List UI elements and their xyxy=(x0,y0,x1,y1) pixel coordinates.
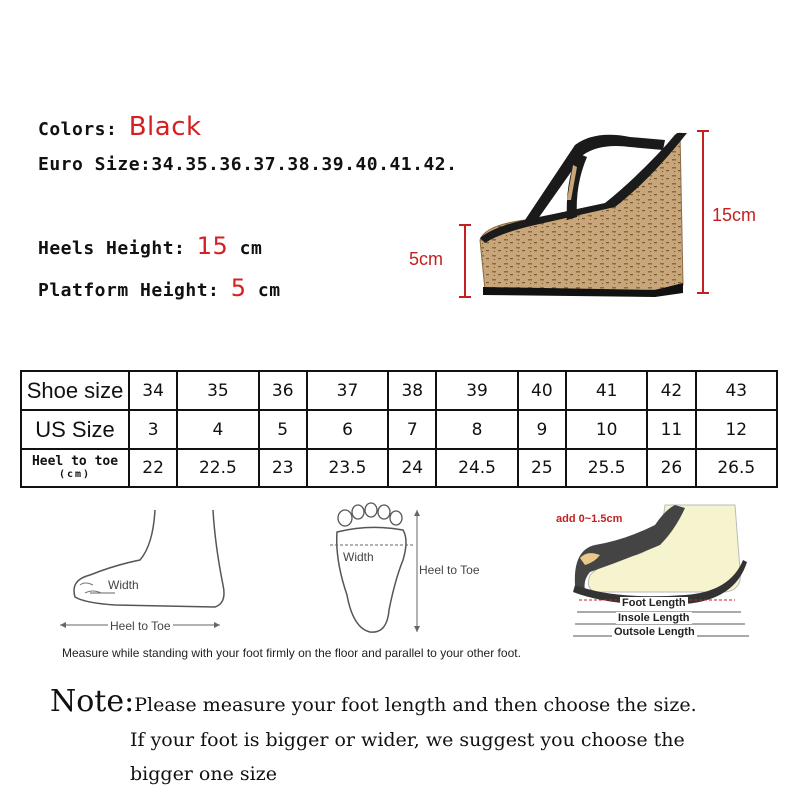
table-cell: 40 xyxy=(518,371,566,410)
colors-label: Colors: xyxy=(38,119,118,140)
table-cell: 10 xyxy=(566,410,647,449)
side-width-label: Width xyxy=(108,578,139,592)
table-row-us-size xyxy=(21,410,777,449)
platform-dimension-label: 5cm xyxy=(409,249,444,269)
heels-height-unit: cm xyxy=(239,238,263,259)
table-cell: 23 xyxy=(259,449,307,487)
table-cell: 34 xyxy=(129,371,177,410)
row-header-heel-to-toe-label: Heel to toe xyxy=(31,453,119,469)
note-prefix: Note: xyxy=(50,684,135,719)
table-cell: 37 xyxy=(307,371,388,410)
note-line-3: bigger one size xyxy=(130,763,277,785)
table-cell: 3 xyxy=(129,410,177,449)
euro-size-row xyxy=(38,154,457,175)
table-cell: 23.5 xyxy=(307,449,388,487)
note-line-1: Please measure your foot length and then choose the size. xyxy=(134,694,697,716)
heel-dimension-label: 15cm xyxy=(712,205,757,225)
heels-height-row xyxy=(38,232,262,260)
table-cell: 22 xyxy=(129,449,177,487)
foot-length-label: Foot Length xyxy=(622,597,686,609)
table-cell: 24 xyxy=(388,449,436,487)
table-row-shoe-size xyxy=(21,371,777,410)
heels-height-label: Heels Height: xyxy=(38,238,186,259)
table-cell: 12 xyxy=(696,410,777,449)
table-cell: 24.5 xyxy=(436,449,517,487)
dimension-markers xyxy=(455,125,725,305)
table-cell: 9 xyxy=(518,410,566,449)
note-block xyxy=(50,684,697,719)
table-cell: 5 xyxy=(259,410,307,449)
table-row-heel-to-toe xyxy=(21,449,777,487)
table-cell: 43 xyxy=(696,371,777,410)
platform-height-unit: cm xyxy=(257,280,281,301)
measure-instruction: Measure while standing with your foot firmly on the floor and parallel to your other foot. xyxy=(62,646,521,660)
row-header-heel-to-toe xyxy=(21,449,129,487)
table-cell: 25.5 xyxy=(566,449,647,487)
size-table xyxy=(20,370,778,488)
shoe-add-label: add 0~1.5cm xyxy=(556,513,623,525)
row-header-shoe-size: Shoe size xyxy=(21,371,129,410)
table-cell: 36 xyxy=(259,371,307,410)
sole-width-label: Width xyxy=(343,550,374,564)
table-cell: 42 xyxy=(647,371,695,410)
note-line-2: If your foot is bigger or wider, we suggest you choose the xyxy=(130,729,685,751)
table-cell: 39 xyxy=(436,371,517,410)
table-cell: 22.5 xyxy=(177,449,258,487)
euro-size-label: Euro Size: xyxy=(38,154,152,175)
row-header-us-size: US Size xyxy=(21,410,129,449)
colors-row xyxy=(38,112,202,142)
side-heel-to-toe-label: Heel to Toe xyxy=(110,619,171,633)
heels-height-value: 15 xyxy=(196,232,229,260)
table-cell: 41 xyxy=(566,371,647,410)
table-cell: 25 xyxy=(518,449,566,487)
row-header-heel-to-toe-unit: (cm) xyxy=(58,468,92,480)
table-cell: 8 xyxy=(436,410,517,449)
platform-height-label: Platform Height: xyxy=(38,280,220,301)
table-cell: 6 xyxy=(307,410,388,449)
table-cell: 11 xyxy=(647,410,695,449)
table-cell: 4 xyxy=(177,410,258,449)
euro-size-value: 34.35.36.37.38.39.40.41.42. xyxy=(151,154,458,175)
table-cell: 7 xyxy=(388,410,436,449)
outsole-length-label: Outsole Length xyxy=(614,626,695,638)
sole-heel-to-toe-label: Heel to Toe xyxy=(419,563,480,577)
table-cell: 35 xyxy=(177,371,258,410)
colors-value: Black xyxy=(128,112,202,142)
table-cell: 26.5 xyxy=(696,449,777,487)
platform-height-value: 5 xyxy=(230,274,247,302)
table-cell: 26 xyxy=(647,449,695,487)
platform-height-row xyxy=(38,274,281,302)
insole-length-label: Insole Length xyxy=(618,612,690,624)
table-cell: 38 xyxy=(388,371,436,410)
